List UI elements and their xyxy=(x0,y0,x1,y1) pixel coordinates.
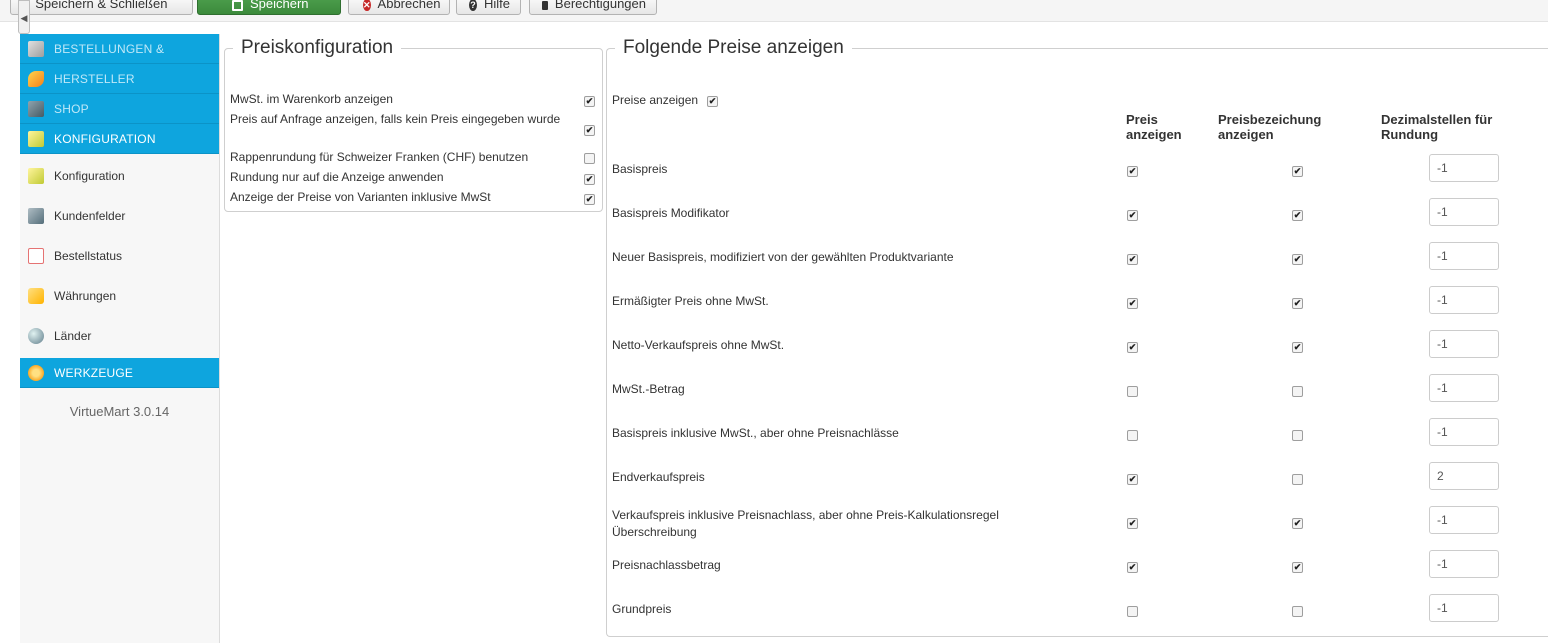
show-label-checkbox[interactable] xyxy=(1292,474,1303,485)
show-price-checkbox[interactable] xyxy=(1127,518,1138,529)
save-icon xyxy=(232,0,243,11)
decimals-input[interactable] xyxy=(1429,418,1499,446)
show-label-checkbox[interactable] xyxy=(1292,166,1303,177)
price-row-label: Netto-Verkaufspreis ohne MwSt. xyxy=(612,338,785,352)
lock-icon xyxy=(542,1,548,10)
sidebar-item-order-status[interactable] xyxy=(20,236,219,276)
show-price-checkbox[interactable] xyxy=(1127,254,1138,265)
price-row-label: Basispreis Modifikator xyxy=(612,206,730,220)
config-option-checkbox[interactable] xyxy=(584,125,595,136)
header-show-price: Preis anzeigen xyxy=(1126,112,1182,142)
show-label-checkbox[interactable] xyxy=(1292,562,1303,573)
sidebar-item-label: Länder xyxy=(54,329,92,343)
price-row-label: Grundpreis xyxy=(612,602,672,616)
sidebar-item-configuration[interactable] xyxy=(20,156,219,196)
sidebar-item-customer-fields[interactable] xyxy=(20,196,219,236)
sidebar-item-label: Konfiguration xyxy=(54,169,125,183)
sidebar-collapse-handle[interactable] xyxy=(18,0,30,34)
config-option-label: Preis auf Anfrage anzeigen, falls kein Preis eingegeben wurde xyxy=(230,112,561,126)
shop-icon xyxy=(28,101,44,117)
price-row-label: Preisnachlassbetrag xyxy=(612,558,721,572)
show-price-checkbox[interactable] xyxy=(1127,474,1138,485)
chevron-left-icon: ◀ xyxy=(20,13,28,23)
config-option-checkbox[interactable] xyxy=(584,174,595,185)
show-label-checkbox[interactable] xyxy=(1292,298,1303,309)
header-show-label: Preisbezeichung anzeigen xyxy=(1218,112,1322,142)
save-close-label: Speichern & Schließen xyxy=(35,0,168,11)
show-label-checkbox[interactable] xyxy=(1292,254,1303,265)
order-status-icon xyxy=(28,248,44,264)
sidebar-section-label: BESTELLUNGEN & xyxy=(54,41,165,56)
cancel-label: Abbrechen xyxy=(377,0,441,11)
price-row-label: MwSt.-Betrag xyxy=(612,382,685,396)
help-icon: ? xyxy=(470,0,476,10)
show-label-checkbox[interactable] xyxy=(1292,518,1303,529)
show-price-checkbox[interactable] xyxy=(1127,210,1138,221)
decimals-input[interactable] xyxy=(1429,594,1499,622)
show-label-checkbox[interactable] xyxy=(1292,210,1303,221)
save-close-button[interactable] xyxy=(10,0,193,15)
config-icon xyxy=(28,131,44,147)
sidebar-item-label: Bestellstatus xyxy=(54,249,123,263)
wrench-icon xyxy=(28,71,44,87)
show-label-checkbox[interactable] xyxy=(1292,606,1303,617)
show-prices-label: Preise anzeigen xyxy=(612,93,699,107)
show-price-checkbox[interactable] xyxy=(1127,298,1138,309)
save-label: Speichern xyxy=(250,0,309,11)
sidebar-section-label: SHOP xyxy=(54,101,89,116)
price-row-label: Neuer Basispreis, modifiziert von der gewählten Produktvariante xyxy=(612,250,954,264)
price-row-label: Ermäßigter Preis ohne MwSt. xyxy=(612,294,769,308)
cancel-button[interactable] xyxy=(348,0,450,15)
tools-icon xyxy=(28,365,44,381)
config-option-label: MwSt. im Warenkorb anzeigen xyxy=(230,92,393,106)
show-prices-checkbox[interactable] xyxy=(707,96,718,107)
show-label-checkbox[interactable] xyxy=(1292,386,1303,397)
decimals-input[interactable] xyxy=(1429,154,1499,182)
price-row-label: Basispreis xyxy=(612,162,668,176)
sidebar-section-shop[interactable] xyxy=(20,94,219,124)
orders-icon xyxy=(28,41,44,57)
decimals-input[interactable] xyxy=(1429,374,1499,402)
header-decimals: Dezimalstellen für Rundung xyxy=(1381,112,1493,142)
toolbar xyxy=(0,0,1548,22)
show-price-checkbox[interactable] xyxy=(1127,342,1138,353)
cancel-icon: ✕ xyxy=(363,0,371,10)
currency-icon xyxy=(28,288,44,304)
price-config-fieldset xyxy=(224,37,603,212)
globe-icon xyxy=(28,328,44,344)
sidebar xyxy=(20,34,220,643)
sidebar-item-label: Kundenfelder xyxy=(54,209,126,223)
sidebar-section-label: HERSTELLER xyxy=(54,71,135,86)
sidebar-item-label: Währungen xyxy=(54,289,117,303)
decimals-input[interactable] xyxy=(1429,286,1499,314)
show-prices-legend: Folgende Preise anzeigen xyxy=(615,37,852,59)
config-option-checkbox[interactable] xyxy=(584,194,595,205)
version-label: VirtueMart 3.0.14 xyxy=(69,404,170,419)
sidebar-section-label: WERKZEUGE xyxy=(54,365,134,380)
show-price-checkbox[interactable] xyxy=(1127,606,1138,617)
show-price-checkbox[interactable] xyxy=(1127,166,1138,177)
config-option-label: Anzeige der Preise von Varianten inklusive MwSt xyxy=(230,190,491,204)
decimals-input[interactable] xyxy=(1429,462,1499,490)
save-button[interactable] xyxy=(197,0,341,15)
permissions-button[interactable] xyxy=(529,0,657,15)
sidebar-section-manufacturer[interactable] xyxy=(20,64,219,94)
price-config-legend: Preiskonfiguration xyxy=(233,37,401,59)
config-option-checkbox[interactable] xyxy=(584,153,595,164)
sidebar-section-label: KONFIGURATION xyxy=(54,131,156,146)
config-option-checkbox[interactable] xyxy=(584,96,595,107)
decimals-input[interactable] xyxy=(1429,506,1499,534)
price-row-label: Verkaufspreis inklusive Preisnachlass, aber ohne Preis-Kalkulationsregel Überschreibung xyxy=(612,508,999,539)
show-label-checkbox[interactable] xyxy=(1292,430,1303,441)
decimals-input[interactable] xyxy=(1429,330,1499,358)
sidebar-section-orders[interactable] xyxy=(20,34,219,64)
decimals-input[interactable] xyxy=(1429,198,1499,226)
sidebar-section-tools[interactable] xyxy=(20,358,219,388)
sidebar-section-configuration[interactable] xyxy=(20,124,219,154)
show-label-checkbox[interactable] xyxy=(1292,342,1303,353)
sidebar-item-currencies[interactable] xyxy=(20,276,219,316)
decimals-input[interactable] xyxy=(1429,550,1499,578)
help-button[interactable] xyxy=(456,0,521,15)
sidebar-item-countries[interactable] xyxy=(20,316,219,356)
help-label: Hilfe xyxy=(483,0,510,11)
config-option-label: Rappenrundung für Schweizer Franken (CHF) benutzen xyxy=(230,150,529,164)
customer-fields-icon xyxy=(28,208,44,224)
decimals-input[interactable] xyxy=(1429,242,1499,270)
price-row-label: Basispreis inklusive MwSt., aber ohne Preisnachlässe xyxy=(612,426,899,440)
permissions-label: Berechtigungen xyxy=(554,0,646,11)
show-price-checkbox[interactable] xyxy=(1127,562,1138,573)
config-icon xyxy=(28,168,44,184)
show-price-checkbox[interactable] xyxy=(1127,430,1138,441)
price-row-label: Endverkaufspreis xyxy=(612,470,705,484)
config-option-label: Rundung nur auf die Anzeige anwenden xyxy=(230,170,444,184)
show-price-checkbox[interactable] xyxy=(1127,386,1138,397)
